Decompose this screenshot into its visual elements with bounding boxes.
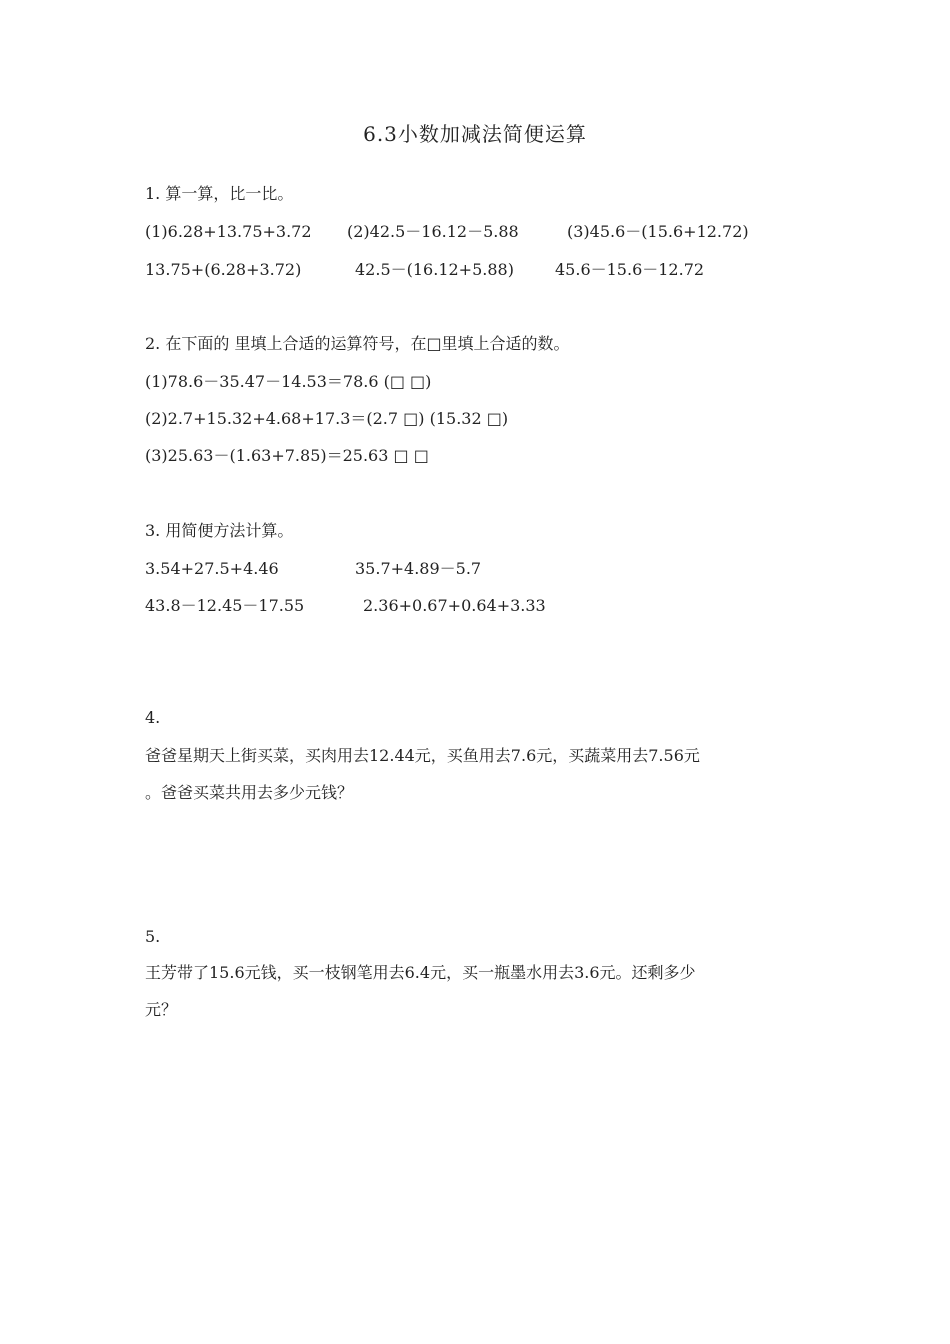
q1-row2-item2: 42.5－(16.12+5.88) bbox=[355, 260, 514, 279]
q3-row2-item1: 43.8－12.45－17.55 bbox=[145, 596, 305, 615]
q1-row2-item3: 45.6－15.6－12.72 bbox=[555, 260, 705, 279]
q2-heading: 2. 在下面的 里填上合适的运算符号，在□里填上合适的数。 bbox=[145, 334, 570, 353]
q4-text-line1: 爸爸星期天上街买菜，买肉用去12.44元，买鱼用去7.6元，买蔬菜用去7.56元 bbox=[145, 746, 700, 765]
q3-row1-item1: 3.54+27.5+4.46 bbox=[145, 559, 279, 578]
q3-row2-item2: 2.36+0.67+0.64+3.33 bbox=[363, 596, 546, 615]
q4-number: 4. bbox=[145, 708, 161, 727]
q2-item-3: (3)25.63－(1.63+7.85)＝25.63 □ □ bbox=[145, 446, 429, 465]
q3-heading: 3. 用简便方法计算。 bbox=[145, 521, 294, 540]
q2-item-2: (2)2.7+15.32+4.68+17.3＝(2.7 □) (15.32 □) bbox=[145, 409, 509, 428]
q1-heading: 1. 算一算，比一比。 bbox=[145, 184, 294, 203]
page-title: 6.3小数加减法简便运算 bbox=[363, 122, 587, 146]
q5-text-line2: 元？ bbox=[145, 1000, 178, 1019]
q5-number: 5. bbox=[145, 927, 161, 946]
q3-row1-item2: 35.7+4.89－5.7 bbox=[355, 559, 482, 578]
q1-row2-item1: 13.75+(6.28+3.72) bbox=[145, 260, 302, 279]
q1-row1-item1: (1)6.28+13.75+3.72 bbox=[145, 222, 312, 241]
q5-text-line1: 王芳带了15.6元钱，买一枝钢笔用去6.4元，买一瓶墨水用去3.6元。还剩多少 bbox=[145, 963, 696, 982]
q1-row1-item2: (2)42.5－16.12－5.88 bbox=[347, 222, 519, 241]
q2-item-1: (1)78.6－35.47－14.53＝78.6 (□ □) bbox=[145, 372, 432, 391]
q1-row1-item3: (3)45.6－(15.6+12.72) bbox=[567, 222, 749, 241]
q4-text-line2: 。爸爸买菜共用去多少元钱？ bbox=[145, 783, 354, 802]
